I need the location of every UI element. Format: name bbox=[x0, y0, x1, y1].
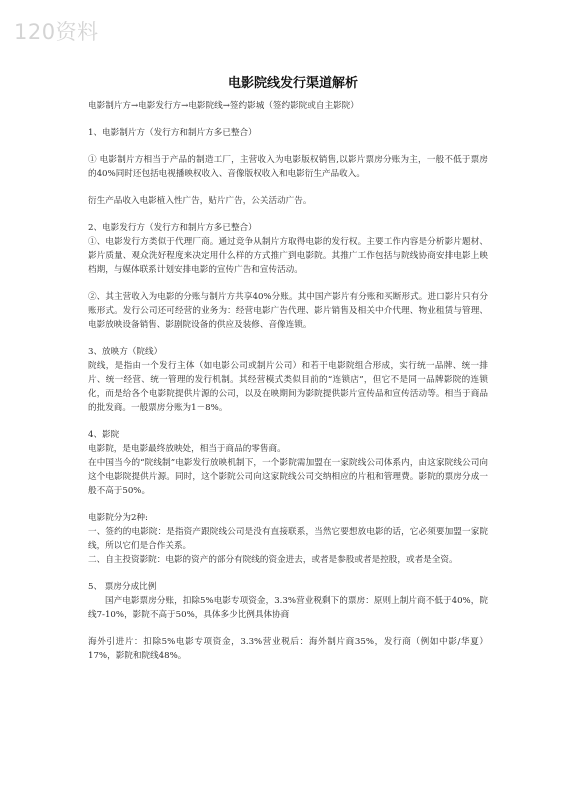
cinema-types-heading: 电影院分为2种: bbox=[88, 513, 148, 523]
section-5-paragraph-1: 国产电影票房分账，扣除5%电影专项资金，3.3%营业税剩下的票房：原则上制片商不低于40%，院线7-10%，影院不高于50%，具体多少比例具体协商 bbox=[88, 596, 488, 620]
section-3-paragraph-1: 院线，是指由一个发行主体（如电影公司或制片公司）和若干电影院组合形成，实行统一品牌、统一排片、统一经营、统一管理的发行机制。其经营模式类似目前的“连锁店”，但它不是同一品牌影院的连锁化，而是给各个电影院提供片源的公司，以及在映期间为影院提供影片宣传品和宣传活动等。相当于商品的批发商。一般票房分账为1－8%。 bbox=[88, 361, 488, 413]
spacer bbox=[88, 181, 488, 194]
spacer bbox=[88, 277, 488, 290]
section-5-paragraph-2: 海外引进片：扣除5%电影专项资金，3.3%营业税后：海外制片商35%，发行商（例如中影/华夏）17%，影院和院线48%。 bbox=[88, 637, 488, 661]
section-2-heading: 2、电影发行方（发行方和制片方多已整合） bbox=[88, 223, 257, 233]
section-1-paragraph-2: 衍生产品收入电影植入性广告，贴片广告，公关活动广告。 bbox=[88, 196, 312, 206]
spacer bbox=[88, 622, 488, 635]
section-2-paragraph-1: ①、电影发行方类似于代理厂商。通过竞争从制片方取得电影的发行权。主要工作内容是分析影片题材、影片质量、观众洗好程度来决定用什么样的方式推广到电影院。其推广工作包括与院线协商安排电影上映档期，与媒体联系计划安排电影的宣传广告和宣传活动。 bbox=[88, 237, 488, 275]
section-1-heading: 1、电影制片方（发行方和制片方多已整合） bbox=[88, 128, 257, 138]
spacer bbox=[88, 113, 488, 126]
spacer bbox=[88, 208, 488, 221]
section-4-paragraph-2: 在中国当今的“院线制”电影发行放映机制下，一个影院需加盟在一家院线公司体系内，由这家院线公司向这个电影院提供片源。同时，这个影院公司向这家院线公司交纳相应的片租和管理费。影院的票房分成一般不高于50%。 bbox=[88, 458, 488, 496]
document-body bbox=[88, 74, 488, 663]
spacer bbox=[88, 415, 488, 428]
spacer bbox=[88, 140, 488, 153]
spacer bbox=[88, 567, 488, 580]
section-5-heading: 5、 票房分成比例 bbox=[88, 582, 157, 592]
section-4-paragraph-1: 电影院，是电影最终放映处，相当于商品的零售商。 bbox=[88, 444, 286, 454]
spacer bbox=[88, 498, 488, 511]
cinema-type-2: 二、自主投资影院：电影的资产的部分有院线的资金进去，或者是参股或者是控股，或者是全资。 bbox=[88, 555, 458, 565]
section-4-heading: 4、影院 bbox=[88, 430, 120, 440]
cinema-type-1: 一、签约的电影院：是指资产跟院线公司是没有直接联系，当然它要想放电影的话，它必须要加盟一家院线，所以它们是合作关系。 bbox=[88, 527, 488, 551]
section-2-paragraph-2: ②、其主营收入为电影的分账与制片方共享40%分账。其中国产影片有分账和买断形式。进口影片只有分账形式。发行公司还可经营的业务为：经营电影广告代理、影片销售及相关中介代理、物业租赁与管理、电影放映设备销售、影剧院设备的供应及装修、音像连锁。 bbox=[88, 292, 488, 330]
section-3-heading: 3、放映方（院线） bbox=[88, 347, 163, 357]
watermark-logo: 120资料 bbox=[14, 20, 99, 44]
section-1-paragraph-1: ① 电影制片方相当于产品的制造工厂，主营收入为电影版权销售,以影片票房分账为主，一般不低于票房的40%同时还包括电视播映权收入、音像版权收入和电影衍生产品收入。 bbox=[88, 155, 488, 179]
distribution-chain: 电影制片方→电影发行方→电影院线→签约影城（签约影院或自主影院） bbox=[88, 101, 359, 111]
spacer bbox=[88, 332, 488, 345]
page-title: 电影院线发行渠道解析 bbox=[227, 76, 358, 91]
